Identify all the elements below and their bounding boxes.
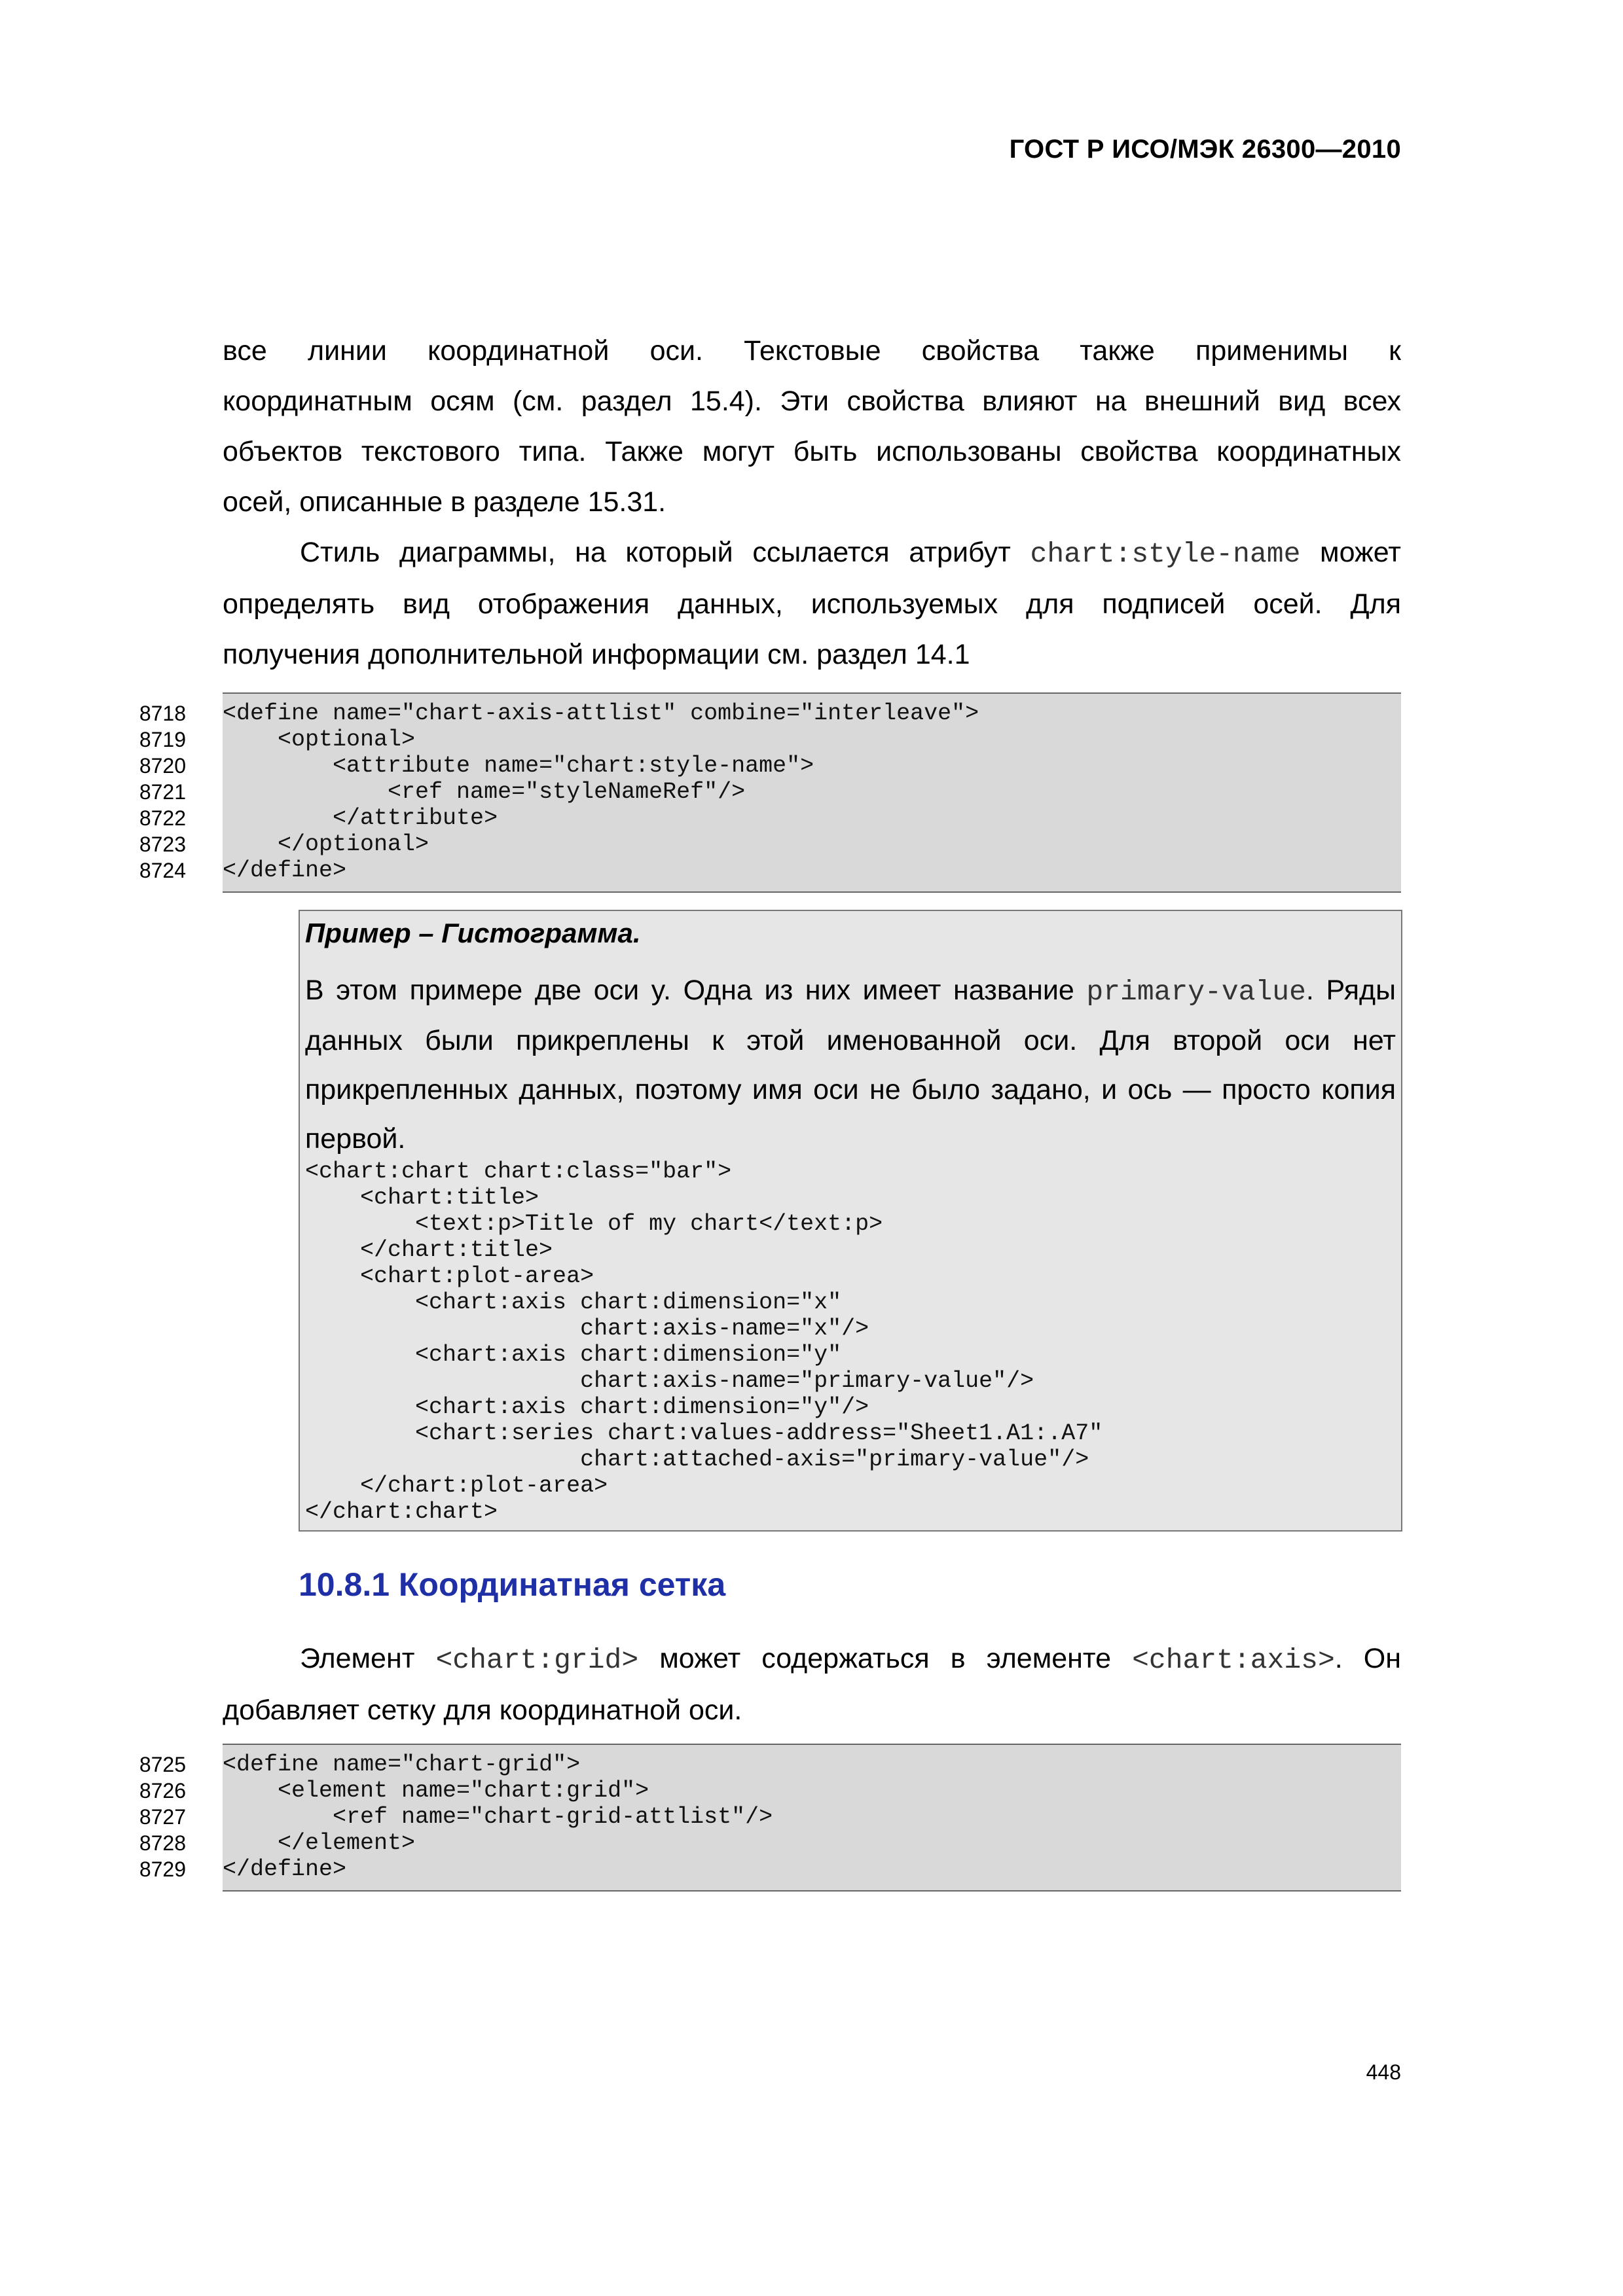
code-line: <define name="chart-axis-attlist" combine="interleave"> [223,700,979,726]
text-line [305,966,1396,1016]
code-line: <define name="chart-grid"> [223,1751,581,1778]
text-line: первой. [305,1123,406,1155]
text-fragment: может [1300,537,1401,568]
text-line: данных были прикреплены к этой именованной оси. Для второй оси нет [305,1025,1396,1056]
text-fragment: . Ряды [1305,975,1396,1006]
text-fragment: Элемент [300,1643,436,1674]
line-number: 8726 [139,1779,186,1803]
code-line: <chart:chart chart:class="bar"> [305,1158,732,1185]
inline-code: primary-value [1086,976,1306,1008]
text-line: получения дополнительной информации см. раздел 14.1 [223,639,970,670]
code-block-axis-attlist [223,692,1401,893]
text-line [223,1634,1401,1685]
code-line: <chart:series chart:values-address="Sheet1.A1:.A7" [305,1420,1103,1446]
code-line: chart:axis-name="x"/> [305,1316,869,1342]
line-numbers-2 [131,1751,186,1882]
text-line: осей, описанные в разделе 15.31. [223,486,666,518]
text-line: координатным осям (см. раздел 15.4). Эти свойства влияют на внешний вид всех [223,386,1401,417]
code-line: </chart:title> [305,1237,553,1263]
code-line: <chart:axis chart:dimension="y"/> [305,1394,869,1420]
code-line: </optional> [223,831,429,857]
line-number: 8722 [139,806,186,830]
code-line: chart:axis-name="primary-value"/> [305,1368,1034,1394]
line-number: 8721 [139,780,186,804]
code-line: <text:p>Title of my chart</text:p> [305,1211,883,1237]
text-line: прикрепленных данных, поэтому имя оси не было задано, и ось — просто копия [305,1074,1396,1105]
page-number: 448 [1366,2060,1401,2084]
code-line: <chart:axis chart:dimension="x" [305,1289,842,1316]
line-numbers-1 [131,700,186,884]
paragraph-axis-properties [223,326,1401,528]
paragraph-chart-style [223,528,1401,680]
line-number: 8718 [139,702,186,725]
code-line: chart:attached-axis="primary-value"/> [305,1446,1089,1473]
code-line: <ref name="styleNameRef"/> [223,779,746,805]
code-line: </attribute> [223,805,498,831]
code-line: <chart:title> [305,1185,539,1211]
inline-code: chart:style-name [1030,538,1301,570]
line-number: 8719 [139,728,186,751]
paragraph-grid [223,1634,1401,1736]
inline-code: <chart:grid> [435,1644,639,1676]
example-text [305,966,1396,1164]
code-line: </chart:plot-area> [305,1473,608,1499]
text-fragment: . Он [1334,1643,1401,1674]
line-number: 8728 [139,1831,186,1855]
document-header: ГОСТ Р ИСО/МЭК 26300—2010 [1009,135,1401,164]
line-number: 8727 [139,1805,186,1829]
text-fragment: может содержаться в элементе [638,1643,1133,1674]
line-number: 8724 [139,859,186,882]
text-line: добавляет сетку для координатной оси. [223,1695,742,1726]
text-fragment: Стиль диаграммы, на который ссылается атрибут [300,537,1030,568]
line-number: 8723 [139,833,186,856]
inline-code: <chart:axis> [1132,1644,1335,1676]
code-block-grid [223,1744,1401,1892]
text-line: все линии координатной оси. Текстовые свойства также применимы к [223,335,1401,367]
section-heading: 10.8.1 Координатная сетка [299,1566,726,1603]
code-line: <ref name="chart-grid-attlist"/> [223,1804,773,1830]
code-line: </define> [223,1856,347,1882]
code-line: <chart:axis chart:dimension="y" [305,1342,842,1368]
example-code [305,1158,1103,1525]
text-line: объектов текстового типа. Также могут быть использованы свойства координатных [223,436,1401,467]
text-line [223,528,1401,579]
line-number: 8720 [139,754,186,778]
example-title: Пример – Гистограмма. [305,918,641,948]
code-line: </define> [223,857,347,884]
line-number: 8725 [139,1753,186,1776]
example-box [299,910,1402,1532]
line-number: 8729 [139,1857,186,1881]
text-line: определять вид отображения данных, используемых для подписей осей. Для [223,588,1401,620]
text-fragment: В этом примере две оси y. Одна из них имеет название [305,975,1087,1006]
code-line: <chart:plot-area> [305,1263,594,1289]
code-line: </chart:chart> [305,1499,498,1525]
code-line: <attribute name="chart:style-name"> [223,753,814,779]
code-line: <optional> [223,726,416,753]
code-line: </element> [223,1830,416,1856]
code-line: <element name="chart:grid"> [223,1778,649,1804]
